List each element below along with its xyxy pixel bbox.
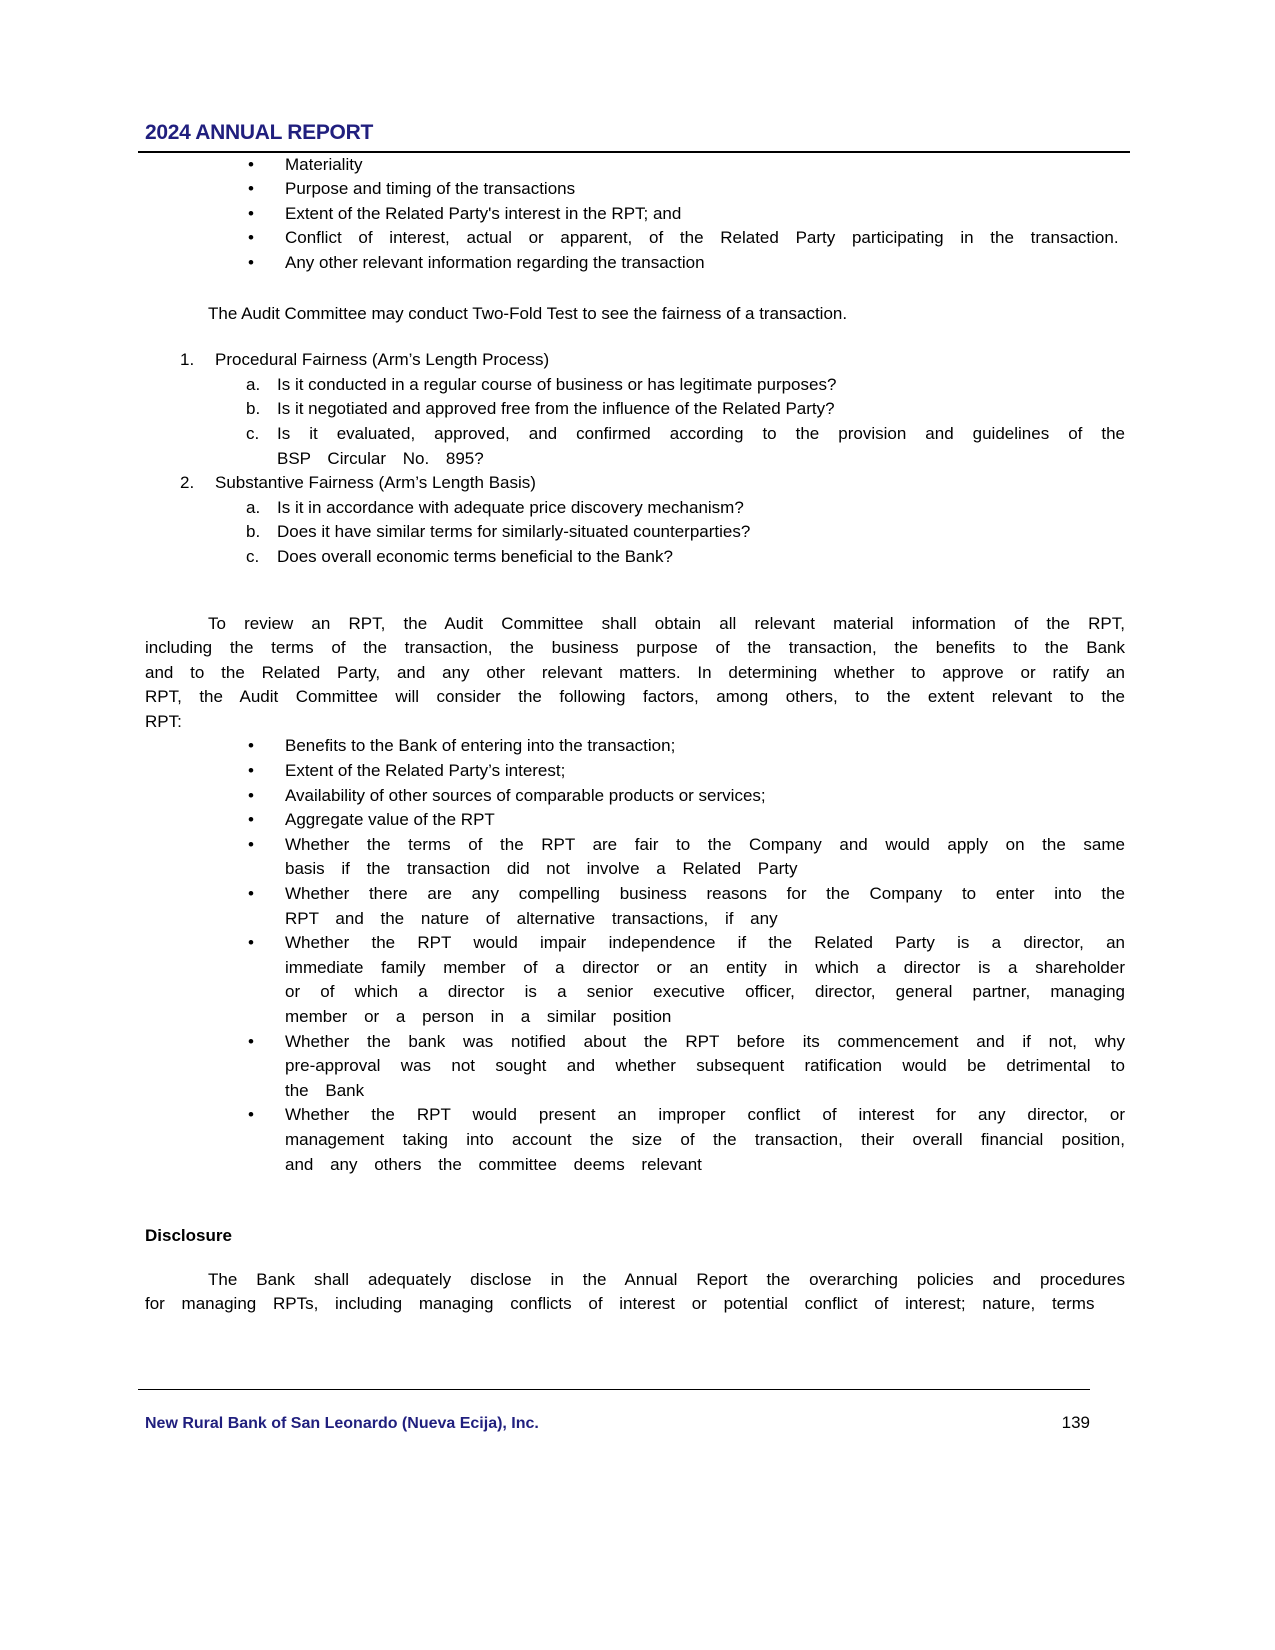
list-item-text: Whether the RPT would impair independence if the Related Party is a director, an immediate family member of a director or an entity in which a director is a shareholder or of which a director is a senior executive officer, director, general partner, managing member or a person in a similar position <box>285 933 1125 1026</box>
footer-bank-name: New Rural Bank of San Leonardo (Nueva Ecija), Inc. <box>145 1415 539 1432</box>
list-item-title: Substantive Fairness (Arm’s Length Basis) <box>215 473 536 493</box>
list-item <box>145 373 1125 398</box>
bullet-icon: • <box>248 1031 254 1051</box>
list-item-text: Does it have similar terms for similarly-situated counterparties? <box>277 522 751 542</box>
footer-row <box>138 1390 1090 1437</box>
list-letter: c. <box>246 423 260 443</box>
list-item-text: Does overall economic terms beneficial to the Bank? <box>277 546 673 566</box>
list-item <box>145 882 1125 931</box>
page-number: 139 <box>1061 1413 1090 1432</box>
bullet-icon: • <box>248 810 254 830</box>
bullet-icon: • <box>248 834 254 854</box>
list-item <box>145 784 1125 809</box>
list-item <box>145 251 1125 276</box>
list-item <box>145 422 1125 471</box>
bullet-icon: • <box>248 736 254 756</box>
list-letter: c. <box>246 546 260 566</box>
list-item-text: Is it in accordance with adequate price discovery mechanism? <box>277 497 744 517</box>
list-item-text: Any other relevant information regarding the transaction <box>285 252 705 272</box>
list-item-text: Is it evaluated, approved, and confirmed according to the provision and guidelines of the BSP Circular No. 895? <box>277 423 1125 468</box>
bullet-icon: • <box>248 785 254 805</box>
list-number: 1. <box>180 350 195 370</box>
list-item <box>145 759 1125 784</box>
list-item <box>145 202 1125 227</box>
page-footer <box>138 1389 1090 1437</box>
list-item-text: Benefits to the Bank of entering into the transaction; <box>285 736 676 756</box>
list-item-text: Whether there are any compelling business reasons for the Company to enter into the RPT and the nature of alternative transactions, if any <box>285 884 1125 928</box>
list-item-text: Aggregate value of the RPT <box>285 810 495 830</box>
bullet-icon: • <box>248 228 254 248</box>
list-item <box>145 734 1125 759</box>
list-item <box>145 931 1125 1029</box>
list-item-text: Extent of the Related Party’s interest; <box>285 761 566 781</box>
list-letter: a. <box>246 497 261 517</box>
list-item-text: Whether the RPT would present an improper conflict of interest for any director, or management taking into account the size of the transaction, their overall financial position, and any others the committee deems relevant <box>285 1105 1125 1174</box>
list-item-text: Is it conducted in a regular course of business or has legitimate purposes? <box>277 374 837 394</box>
bullet-icon: • <box>248 252 254 272</box>
sub-list <box>145 496 1125 570</box>
paragraph-two-fold-intro: The Audit Committee may conduct Two-Fold Test to see the fairness of a transaction. <box>208 303 848 323</box>
list-item <box>145 348 1125 471</box>
list-item <box>145 226 1125 251</box>
list-item <box>145 177 1125 202</box>
rpt-consideration-bullet-list <box>145 734 1125 1177</box>
list-item-text: Whether the bank was notified about the RPT before its commencement and if not, why pre-approval was not sought and whether subsequent ratification would be detrimental to the Bank <box>285 1031 1125 1100</box>
list-item-text: Is it negotiated and approved free from the influence of the Related Party? <box>277 399 835 419</box>
list-item-text: Whether the terms of the RPT are fair to the Company and would apply on the same basis if the transaction did not involve a Related Party <box>285 834 1125 879</box>
bullet-icon: • <box>248 154 254 174</box>
list-item-title: Procedural Fairness (Arm’s Length Process) <box>215 350 550 370</box>
bullet-icon: • <box>248 179 254 199</box>
rpt-factors-bullet-list <box>145 153 1125 276</box>
list-letter: b. <box>246 399 261 419</box>
list-item <box>145 397 1125 422</box>
report-title: 2024 ANNUAL REPORT <box>145 121 373 144</box>
sub-list <box>145 373 1125 471</box>
list-item <box>145 520 1125 545</box>
list-letter: a. <box>246 374 261 394</box>
paragraph-review-rpt: To review an RPT, the Audit Committee shall obtain all relevant material information of the RPT, including the terms of the transaction, the business purpose of the transaction, the benefits to the Bank and to the Related Party, and any other relevant matters. In determining whether to approve or ratify an RPT, the Audit Committee will consider the following factors, among others, to the extent relevant to the RPT: <box>145 613 1125 731</box>
list-item <box>145 808 1125 833</box>
list-item-text: Purpose and timing of the transactions <box>285 179 576 199</box>
paragraph-disclosure: The Bank shall adequately disclose in the Annual Report the overarching policies and procedures for managing RPTs, including managing conflicts of interest or potential conflict of interest; nature, terms <box>145 1269 1125 1314</box>
list-item <box>145 833 1125 882</box>
list-item-text: Availability of other sources of comparable products or services; <box>285 785 766 805</box>
list-item <box>145 1030 1125 1104</box>
bullet-icon: • <box>248 761 254 781</box>
disclosure-heading: Disclosure <box>145 1226 232 1246</box>
list-item-text: Conflict of interest, actual or apparent, of the Related Party participating in the transaction. <box>285 228 1119 248</box>
two-fold-test-list <box>145 348 1125 569</box>
list-item <box>145 153 1125 178</box>
bullet-icon: • <box>248 884 254 904</box>
bullet-icon: • <box>248 1105 254 1125</box>
list-number: 2. <box>180 473 195 493</box>
bullet-icon: • <box>248 933 254 953</box>
list-item <box>145 496 1125 521</box>
list-letter: b. <box>246 522 261 542</box>
page-content <box>145 153 1125 1317</box>
list-item-text: Materiality <box>285 154 363 174</box>
page-header <box>138 121 1130 153</box>
list-item <box>145 471 1125 569</box>
list-item <box>145 1103 1125 1177</box>
list-item-text: Extent of the Related Party's interest in the RPT; and <box>285 203 682 223</box>
bullet-icon: • <box>248 203 254 223</box>
list-item <box>145 545 1125 570</box>
